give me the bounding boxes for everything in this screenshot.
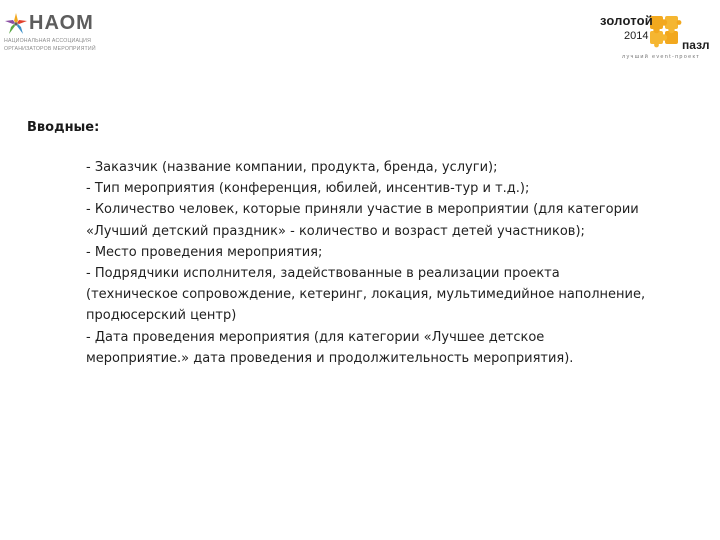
- pazl-logo-word-2: пазл: [682, 38, 710, 52]
- pazl-logo-tagline: лучший event-проект: [622, 54, 701, 60]
- list-item: - Дата проведения мероприятия (для категории «Лучшее детское мероприятие.» дата проведения и продолжительность мероприятия).: [86, 329, 574, 366]
- naom-logo-name: НАОМ: [29, 12, 94, 34]
- naom-logo-tagline-2: ОРГАНИЗАТОРОВ МЕРОПРИЯТИЙ: [4, 46, 96, 52]
- star-icon: [4, 12, 28, 36]
- list-item: - Заказчик (название компании, продукта, бренда, услуги);: [86, 160, 498, 175]
- requirements-list: [86, 157, 646, 369]
- list-item: - Тип мероприятия (конференция, юбилей, инсентив-тур и т.д.);: [86, 181, 530, 197]
- zolotoy-pazl-logo: [594, 8, 718, 62]
- naom-logo-tagline-1: НАЦИОНАЛЬНАЯ АССОЦИАЦИЯ: [4, 38, 92, 44]
- list-item: - Место проведения мероприятия;: [86, 244, 323, 260]
- section-heading: Вводные:: [27, 120, 100, 135]
- list-item: - Подрядчики исполнителя, задействованные в реализации проекта (техническое сопровождение, кетеринг, локация, мультимедийное наполнение, продюсерский центр): [86, 266, 646, 324]
- naom-logo: [4, 10, 100, 54]
- pazl-logo-word-1: золотой: [600, 13, 653, 28]
- list-item: - Количество человек, которые приняли участие в мероприятии (для категории «Лучший детский праздник» - количество и возраст детей участников);: [86, 202, 639, 239]
- pazl-logo-year: 2014: [624, 30, 649, 42]
